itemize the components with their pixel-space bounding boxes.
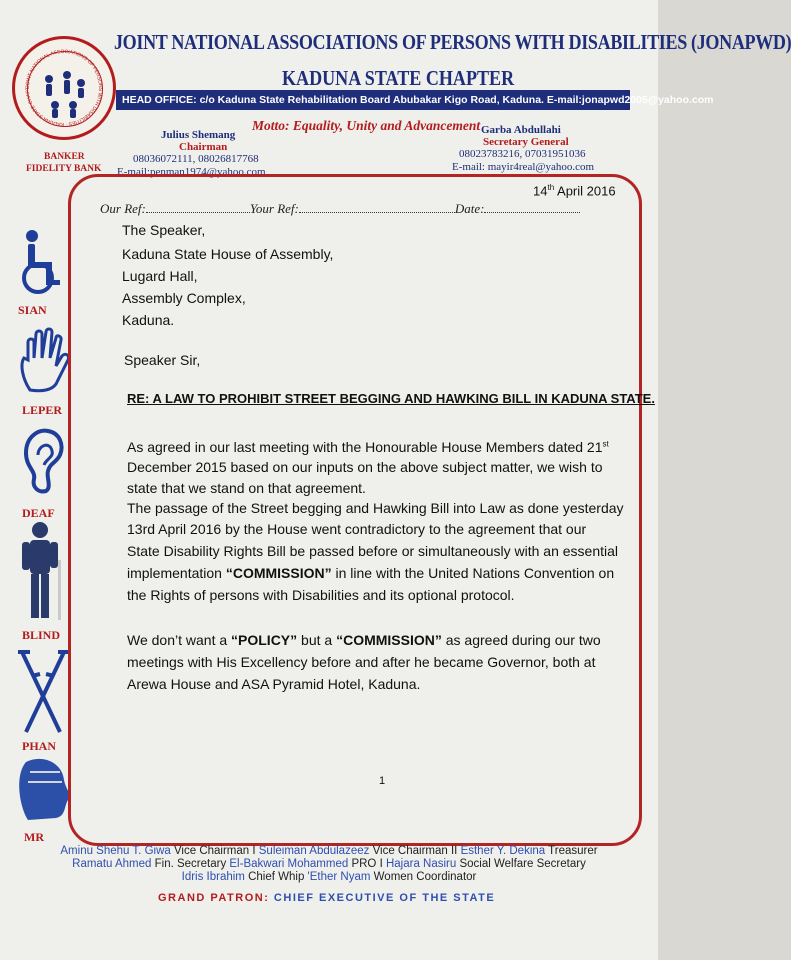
head-office-bar: HEAD OFFICE: c/o Kaduna State Rehabilitation Board Abubakar Kigo Road, Kaduna. E-mail:jonapwd2005@yahoo.com bbox=[116, 90, 630, 110]
address-line: Kaduna State House of Assembly, bbox=[122, 246, 334, 262]
letter-subject: RE: A LAW TO PROHIBIT STREET BEGGING AND HAWKING BILL IN KADUNA STATE. bbox=[127, 391, 655, 406]
chairman-phones: 08036072111, 08026817768 bbox=[133, 153, 259, 165]
paragraph-3-line: We don’t want a “POLICY” but a “COMMISSION” as agreed during our two bbox=[127, 632, 601, 648]
sidebar-label-blind: BLIND bbox=[22, 628, 61, 642]
sidebar-label-sian: SIAN bbox=[18, 303, 47, 317]
salutation: Speaker Sir, bbox=[124, 352, 201, 368]
blind-person-icon bbox=[16, 520, 66, 626]
secretary-email: E-mail: mayir4real@yahoo.com bbox=[452, 161, 595, 173]
paragraph-1-line: As agreed in our last meeting with the Honourable House Members dated 21st bbox=[127, 439, 609, 455]
grand-patron: GRAND PATRON: CHIEF EXECUTIVE OF THE STATE bbox=[158, 892, 496, 904]
chapter-title: KADUNA STATE CHAPTER bbox=[282, 66, 515, 90]
chairman-title: Chairman bbox=[179, 141, 228, 153]
secretary-title: Secretary General bbox=[483, 136, 569, 148]
address-line: Kaduna. bbox=[122, 312, 175, 328]
address-line: Lugard Hall, bbox=[122, 268, 198, 284]
svg-text:JOINT NATIONAL ASSOCIATIONS OF: JOINT NATIONAL ASSOCIATIONS OF PERSONS WITH DISABILITIES · KADUNA STATE CHAPT bbox=[24, 48, 104, 128]
paragraph-3-line: meetings with His Excellency before and after he became Governor, both at bbox=[127, 654, 596, 670]
paragraph-1-line: state that we stand on that agreement. bbox=[127, 480, 366, 496]
head-profile-icon bbox=[16, 756, 74, 822]
bank-name: FIDELITY BANK bbox=[26, 164, 102, 174]
seal-graphic bbox=[15, 39, 113, 137]
sidebar-label-leper: LEPER bbox=[22, 403, 63, 417]
motto: Motto: Equality, Unity and Advancement bbox=[252, 118, 481, 133]
letter-date: 14th April 2016 bbox=[533, 183, 616, 199]
hand-icon bbox=[16, 328, 70, 394]
date-label: Date: bbox=[454, 201, 485, 216]
page-number: 1 bbox=[379, 775, 386, 787]
chairman-name: Julius Shemang bbox=[161, 129, 236, 141]
your-ref-label: Your Ref: bbox=[249, 201, 299, 216]
reference-line bbox=[100, 201, 580, 217]
secretary-name: Garba Abdullahi bbox=[481, 124, 561, 136]
footer-officials-line-2: Ramatu Ahmed Fin. Secretary El-Bakwari Mohammed PRO I Hajara Nasiru Social Welfare Secretary bbox=[72, 858, 586, 870]
our-ref-label: Our Ref: bbox=[100, 201, 146, 216]
paragraph-2-line: implementation “COMMISSION” in line with the United Nations Convention on bbox=[127, 565, 615, 581]
organization-title: JOINT NATIONAL ASSOCIATIONS OF PERSONS WITH DISABILITIES (JONAPWD) bbox=[114, 30, 791, 54]
paragraph-3-line: Arewa House and ASA Pyramid Hotel, Kaduna. bbox=[127, 676, 421, 692]
chairman-email: E-mail:penman1974@yahoo.com bbox=[117, 166, 266, 178]
paragraph-1-line: December 2015 based on our inputs on the above subject matter, we wish to bbox=[127, 459, 603, 475]
organization-seal bbox=[12, 36, 116, 140]
address-line: Assembly Complex, bbox=[122, 290, 246, 306]
paragraph-2-line: 13rd April 2016 by the House went contradictory to the agreement that our bbox=[127, 521, 587, 537]
crutches-icon bbox=[16, 648, 70, 736]
wheelchair-icon bbox=[16, 228, 66, 298]
footer-officials-line-3: Idris Ibrahim Chief Whip 'Ether Nyam Women Coordinator bbox=[181, 871, 477, 883]
paragraph-2-line: The passage of the Street begging and Hawking Bill into Law as done yesterday bbox=[127, 500, 624, 516]
secretary-phones: 08023783216, 07031951036 bbox=[459, 148, 586, 160]
sidebar-label-deaf: DEAF bbox=[22, 506, 55, 520]
footer-officials-line-1: Aminu Shehu T. Giwa Vice Chairman I Suleiman Abdulazeez Vice Chairman II Esther Y. Dekina Treasurer bbox=[60, 845, 598, 857]
sidebar-label-phan: PHAN bbox=[22, 739, 56, 753]
paragraph-2-line: the Rights of persons with Disabilities and its optional protocol. bbox=[127, 587, 515, 603]
ear-icon bbox=[16, 427, 66, 497]
sidebar-label-mr: MR bbox=[24, 830, 44, 844]
address-line: The Speaker, bbox=[122, 222, 206, 238]
banker-label: BANKER bbox=[44, 152, 85, 162]
paragraph-2-line: State Disability Rights Bill be passed before or simultaneously with an essential bbox=[127, 543, 619, 559]
